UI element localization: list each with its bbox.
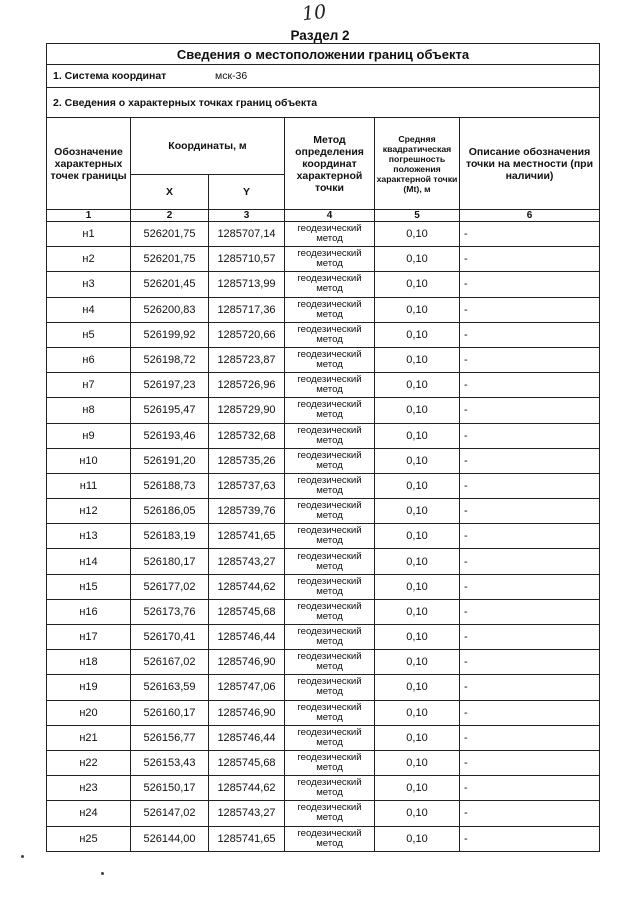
point-id-cell: н24 xyxy=(47,801,131,826)
accuracy-cell: 0,10 xyxy=(375,750,460,775)
scan-mark xyxy=(101,872,104,875)
point-id-cell: н25 xyxy=(47,826,131,851)
coord-y-cell: 1285745,68 xyxy=(209,599,285,624)
coord-x-cell: 526177,02 xyxy=(131,574,209,599)
method-cell: геодезический метод xyxy=(285,297,375,322)
table-row xyxy=(47,650,600,675)
coord-x-cell: 526199,92 xyxy=(131,322,209,347)
coord-x-cell: 526144,00 xyxy=(131,826,209,851)
coord-y-cell: 1285726,96 xyxy=(209,373,285,398)
coord-y-cell: 1285746,90 xyxy=(209,700,285,725)
method-cell: геодезический метод xyxy=(285,499,375,524)
table-row xyxy=(47,549,600,574)
description-cell: - xyxy=(460,247,600,272)
description-cell: - xyxy=(460,599,600,624)
point-id-cell: н20 xyxy=(47,700,131,725)
description-cell: - xyxy=(460,272,600,297)
table-title: Сведения о местоположении границ объекта xyxy=(47,44,600,65)
header-description: Описание обозначения точки на местности (при наличии) xyxy=(460,118,600,210)
accuracy-cell: 0,10 xyxy=(375,373,460,398)
point-id-cell: н8 xyxy=(47,398,131,423)
accuracy-cell: 0,10 xyxy=(375,499,460,524)
description-cell: - xyxy=(460,499,600,524)
coord-x-cell: 526183,19 xyxy=(131,524,209,549)
method-cell: геодезический метод xyxy=(285,423,375,448)
description-cell: - xyxy=(460,725,600,750)
description-cell: - xyxy=(460,801,600,826)
coord-x-cell: 526201,75 xyxy=(131,222,209,247)
table-row xyxy=(47,423,600,448)
point-id-cell: н11 xyxy=(47,473,131,498)
method-cell: геодезический метод xyxy=(285,473,375,498)
coord-x-cell: 526188,73 xyxy=(131,473,209,498)
table-row xyxy=(47,222,600,247)
header-method: Метод определения координат характерной точки xyxy=(285,118,375,210)
table-row xyxy=(47,448,600,473)
table-row xyxy=(47,272,600,297)
table-row xyxy=(47,801,600,826)
table-row xyxy=(47,398,600,423)
coord-x-cell: 526147,02 xyxy=(131,801,209,826)
table-row xyxy=(47,826,600,851)
method-cell: геодезический метод xyxy=(285,448,375,473)
method-cell: геодезический метод xyxy=(285,574,375,599)
column-number: 6 xyxy=(460,210,600,222)
table-row xyxy=(47,599,600,624)
accuracy-cell: 0,10 xyxy=(375,398,460,423)
description-cell: - xyxy=(460,750,600,775)
coord-x-cell: 526153,43 xyxy=(131,750,209,775)
description-cell: - xyxy=(460,549,600,574)
coord-y-cell: 1285732,68 xyxy=(209,423,285,448)
method-cell: геодезический метод xyxy=(285,625,375,650)
accuracy-cell: 0,10 xyxy=(375,700,460,725)
points-heading: 2. Сведения о характерных точках границ объекта xyxy=(47,88,600,118)
point-id-cell: н5 xyxy=(47,322,131,347)
method-cell: геодезический метод xyxy=(285,826,375,851)
coord-x-cell: 526180,17 xyxy=(131,549,209,574)
point-id-cell: н10 xyxy=(47,448,131,473)
method-cell: геодезический метод xyxy=(285,675,375,700)
accuracy-cell: 0,10 xyxy=(375,776,460,801)
table-row xyxy=(47,473,600,498)
accuracy-cell: 0,10 xyxy=(375,222,460,247)
description-cell: - xyxy=(460,347,600,372)
accuracy-cell: 0,10 xyxy=(375,297,460,322)
method-cell: геодезический метод xyxy=(285,650,375,675)
accuracy-cell: 0,10 xyxy=(375,574,460,599)
method-cell: геодезический метод xyxy=(285,247,375,272)
table-row xyxy=(47,750,600,775)
coord-y-cell: 1285717,36 xyxy=(209,297,285,322)
coord-y-cell: 1285743,27 xyxy=(209,801,285,826)
point-id-cell: н15 xyxy=(47,574,131,599)
point-id-cell: н7 xyxy=(47,373,131,398)
description-cell: - xyxy=(460,675,600,700)
point-id-cell: н14 xyxy=(47,549,131,574)
table-row xyxy=(47,247,600,272)
coord-x-cell: 526198,72 xyxy=(131,347,209,372)
point-id-cell: н23 xyxy=(47,776,131,801)
coord-y-cell: 1285707,14 xyxy=(209,222,285,247)
table-row xyxy=(47,499,600,524)
coord-y-cell: 1285710,57 xyxy=(209,247,285,272)
accuracy-cell: 0,10 xyxy=(375,473,460,498)
boundary-points-table xyxy=(46,43,600,852)
point-id-cell: н21 xyxy=(47,725,131,750)
table-row xyxy=(47,625,600,650)
column-number: 4 xyxy=(285,210,375,222)
point-id-cell: н12 xyxy=(47,499,131,524)
description-cell: - xyxy=(460,448,600,473)
point-id-cell: н1 xyxy=(47,222,131,247)
coord-y-cell: 1285723,87 xyxy=(209,347,285,372)
method-cell: геодезический метод xyxy=(285,222,375,247)
coordinate-system-value: мск-36 xyxy=(215,70,248,82)
coord-y-cell: 1285746,44 xyxy=(209,625,285,650)
point-id-cell: н13 xyxy=(47,524,131,549)
table-row xyxy=(47,574,600,599)
coord-x-cell: 526167,02 xyxy=(131,650,209,675)
point-id-cell: н18 xyxy=(47,650,131,675)
method-cell: геодезический метод xyxy=(285,776,375,801)
accuracy-cell: 0,10 xyxy=(375,826,460,851)
coord-y-cell: 1285741,65 xyxy=(209,524,285,549)
description-cell: - xyxy=(460,373,600,398)
coord-y-cell: 1285745,68 xyxy=(209,750,285,775)
description-cell: - xyxy=(460,700,600,725)
method-cell: геодезический метод xyxy=(285,272,375,297)
method-cell: геодезический метод xyxy=(285,347,375,372)
coordinate-system-label: 1. Система координат xyxy=(53,70,167,82)
method-cell: геодезический метод xyxy=(285,322,375,347)
point-id-cell: н6 xyxy=(47,347,131,372)
description-cell: - xyxy=(460,574,600,599)
coord-y-cell: 1285746,90 xyxy=(209,650,285,675)
coord-x-cell: 526200,83 xyxy=(131,297,209,322)
coord-y-cell: 1285720,66 xyxy=(209,322,285,347)
method-cell: геодезический метод xyxy=(285,725,375,750)
coord-x-cell: 526173,76 xyxy=(131,599,209,624)
description-cell: - xyxy=(460,423,600,448)
header-accuracy: Средняя квадратическая погрешность положения характерной точки (Mt), м xyxy=(375,118,460,210)
accuracy-cell: 0,10 xyxy=(375,448,460,473)
table-row xyxy=(47,675,600,700)
description-cell: - xyxy=(460,473,600,498)
point-id-cell: н19 xyxy=(47,675,131,700)
description-cell: - xyxy=(460,297,600,322)
description-cell: - xyxy=(460,776,600,801)
table-row xyxy=(47,524,600,549)
method-cell: геодезический метод xyxy=(285,549,375,574)
point-id-cell: н9 xyxy=(47,423,131,448)
section-label: Раздел 2 xyxy=(290,28,350,43)
coord-y-cell: 1285747,06 xyxy=(209,675,285,700)
table-row xyxy=(47,700,600,725)
accuracy-cell: 0,10 xyxy=(375,725,460,750)
coord-x-cell: 526191,20 xyxy=(131,448,209,473)
coordinate-system-row xyxy=(47,65,600,88)
description-cell: - xyxy=(460,322,600,347)
header-designation: Обозначение характерных точек границы xyxy=(47,118,131,210)
coord-x-cell: 526156,77 xyxy=(131,725,209,750)
table-row xyxy=(47,776,600,801)
accuracy-cell: 0,10 xyxy=(375,675,460,700)
accuracy-cell: 0,10 xyxy=(375,272,460,297)
point-id-cell: н3 xyxy=(47,272,131,297)
coord-x-cell: 526150,17 xyxy=(131,776,209,801)
method-cell: геодезический метод xyxy=(285,599,375,624)
table-row xyxy=(47,297,600,322)
column-numbers-row xyxy=(47,210,600,222)
description-cell: - xyxy=(460,222,600,247)
point-id-cell: н4 xyxy=(47,297,131,322)
accuracy-cell: 0,10 xyxy=(375,650,460,675)
table-row xyxy=(47,725,600,750)
accuracy-cell: 0,10 xyxy=(375,347,460,372)
method-cell: геодезический метод xyxy=(285,398,375,423)
description-cell: - xyxy=(460,524,600,549)
description-cell: - xyxy=(460,625,600,650)
description-cell: - xyxy=(460,398,600,423)
accuracy-cell: 0,10 xyxy=(375,322,460,347)
coord-x-cell: 526197,23 xyxy=(131,373,209,398)
scan-mark xyxy=(21,855,24,858)
method-cell: геодезический метод xyxy=(285,700,375,725)
table-row xyxy=(47,347,600,372)
accuracy-cell: 0,10 xyxy=(375,801,460,826)
column-number: 1 xyxy=(47,210,131,222)
coord-y-cell: 1285744,62 xyxy=(209,574,285,599)
header-y: Y xyxy=(209,175,285,210)
coord-y-cell: 1285741,65 xyxy=(209,826,285,851)
method-cell: геодезический метод xyxy=(285,373,375,398)
column-number: 3 xyxy=(209,210,285,222)
accuracy-cell: 0,10 xyxy=(375,423,460,448)
method-cell: геодезический метод xyxy=(285,524,375,549)
header-coordinates: Координаты, м xyxy=(131,118,285,175)
coord-x-cell: 526195,47 xyxy=(131,398,209,423)
page-number: 10 xyxy=(300,0,328,26)
accuracy-cell: 0,10 xyxy=(375,247,460,272)
coord-y-cell: 1285713,99 xyxy=(209,272,285,297)
method-cell: геодезический метод xyxy=(285,750,375,775)
coord-x-cell: 526160,17 xyxy=(131,700,209,725)
accuracy-cell: 0,10 xyxy=(375,625,460,650)
coord-x-cell: 526186,05 xyxy=(131,499,209,524)
column-number: 2 xyxy=(131,210,209,222)
point-id-cell: н16 xyxy=(47,599,131,624)
point-id-cell: н17 xyxy=(47,625,131,650)
coord-x-cell: 526163,59 xyxy=(131,675,209,700)
coord-y-cell: 1285744,62 xyxy=(209,776,285,801)
coord-y-cell: 1285737,63 xyxy=(209,473,285,498)
header-x: X xyxy=(131,175,209,210)
coord-x-cell: 526170,41 xyxy=(131,625,209,650)
coord-x-cell: 526201,75 xyxy=(131,247,209,272)
coord-y-cell: 1285729,90 xyxy=(209,398,285,423)
accuracy-cell: 0,10 xyxy=(375,524,460,549)
accuracy-cell: 0,10 xyxy=(375,549,460,574)
point-id-cell: н22 xyxy=(47,750,131,775)
coord-x-cell: 526201,45 xyxy=(131,272,209,297)
coord-y-cell: 1285746,44 xyxy=(209,725,285,750)
coord-y-cell: 1285743,27 xyxy=(209,549,285,574)
coord-y-cell: 1285739,76 xyxy=(209,499,285,524)
table-row xyxy=(47,373,600,398)
method-cell: геодезический метод xyxy=(285,801,375,826)
description-cell: - xyxy=(460,826,600,851)
table-row xyxy=(47,322,600,347)
coord-y-cell: 1285735,26 xyxy=(209,448,285,473)
column-number: 5 xyxy=(375,210,460,222)
description-cell: - xyxy=(460,650,600,675)
coord-x-cell: 526193,46 xyxy=(131,423,209,448)
accuracy-cell: 0,10 xyxy=(375,599,460,624)
point-id-cell: н2 xyxy=(47,247,131,272)
